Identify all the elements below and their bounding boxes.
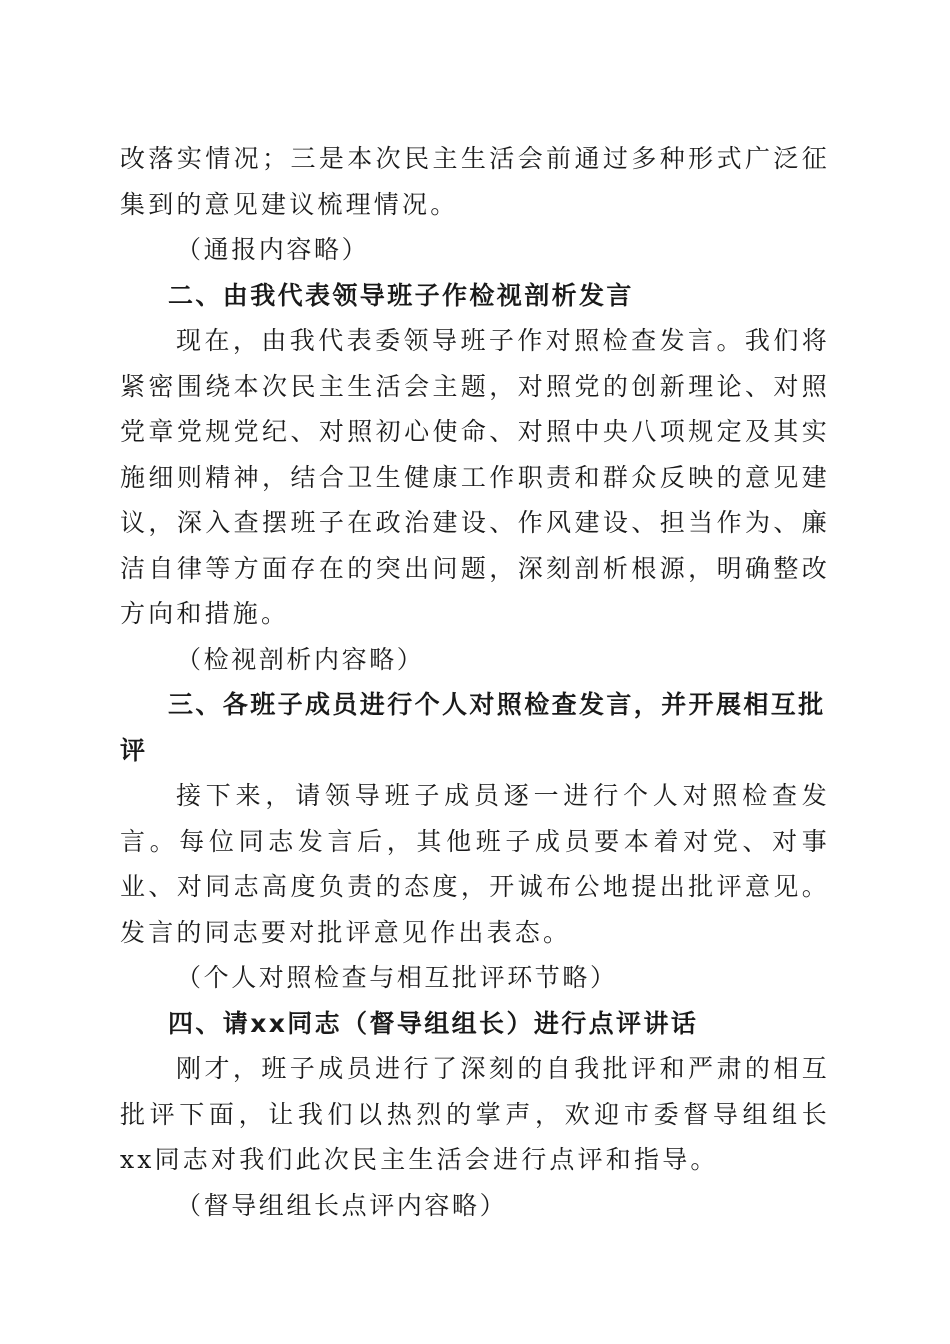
note-comments-omitted: （督导组组长点评内容略）: [176, 1190, 508, 1220]
paragraph-member-review: 接下来，请领导班子成员逐一进行个人对照检查发言。每位同志发言后，其他班子成员要本着对党、对事业、对同志高度负责的态度，开诚布公地提出批评意见。发言的同志要对批评意见作出表态。: [120, 781, 830, 947]
paragraph-self-review: 现在，由我代表委领导班子作对照检查发言。我们将紧密围绕本次民主生活会主题，对照党的创新理论、对照党章党规党纪、对照初心使命、对照中央八项规定及其实施细则精神，结合卫生健康工作职责和群众反映的意见建议，深入查摆班子在政治建设、作风建设、担当作为、廉洁自律等方面存在的突出问题，深刻剖析根源，明确整改方向和措施。: [120, 326, 830, 628]
note-review-omitted: （检视剖析内容略）: [176, 644, 425, 674]
note-criticism-omitted: （个人对照检查与相互批评环节略）: [176, 963, 618, 992]
paragraph-supervisor-intro: 刚才，班子成员进行了深刻的自我批评和严肃的相互批评下面，让我们以热烈的掌声，欢迎市委督导组组长xx同志对我们此次民主生活会进行点评和指导。: [120, 1054, 830, 1174]
document-body: [120, 136, 830, 1228]
paragraph-continuation: 改落实情况；三是本次民主生活会前通过多种形式广泛征集到的意见建议梳理情况。: [120, 144, 830, 219]
note-report-omitted: （通报内容略）: [176, 235, 370, 264]
section-heading-2: 二、由我代表领导班子作检视剖析发言: [168, 280, 634, 310]
section-heading-3: 三、各班子成员进行个人对照检查发言，并开展相互批评: [120, 690, 826, 765]
section-heading-4: 四、请xx同志（督导组组长）进行点评讲话: [168, 1008, 699, 1038]
